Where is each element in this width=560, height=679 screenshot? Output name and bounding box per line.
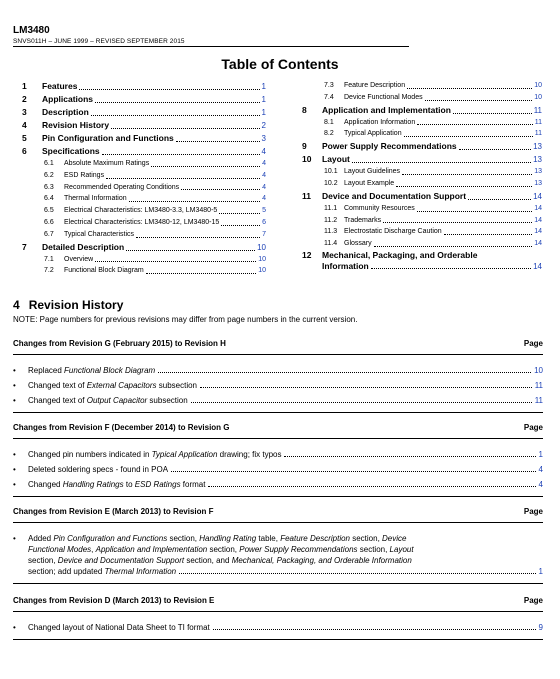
toc-page-link[interactable]: 10	[534, 93, 542, 101]
toc-entry-number: 6.1	[44, 160, 54, 167]
toc-entry[interactable]	[22, 229, 266, 241]
toc-entry-title: Layout Example	[344, 179, 395, 187]
toc-entry[interactable]	[22, 119, 266, 132]
toc-page-link[interactable]: 10	[257, 242, 266, 252]
toc-entry-title: Description	[42, 107, 89, 117]
toc-entry-number: 8	[302, 104, 307, 115]
toc-entry[interactable]	[22, 158, 266, 170]
toc-page-link[interactable]: 4	[262, 160, 266, 167]
toc-page-link[interactable]: 14	[534, 240, 542, 248]
changes-g-to-h	[13, 339, 543, 413]
changes-heading: Changes from Revision G (February 2015) to Revision H	[13, 339, 226, 348]
toc-page-link[interactable]: 4	[262, 171, 266, 179]
toc-entry[interactable]	[22, 80, 266, 93]
toc-entry-number: 10.1	[324, 168, 338, 176]
toc-entry-number: 9	[302, 141, 307, 152]
toc-leader	[425, 100, 533, 101]
toc-entry-title: Layout	[322, 154, 350, 165]
toc-page-link[interactable]: 7	[262, 230, 266, 238]
toc-entry[interactable]	[302, 190, 542, 203]
toc-entry-title: Pin Configuration and Functions	[42, 133, 174, 143]
toc-entry[interactable]	[302, 238, 542, 250]
toc-entry-title: Electrostatic Discharge Caution	[344, 228, 442, 236]
toc-entry-number: 6.4	[44, 195, 54, 203]
toc-entry-number: 7.3	[324, 82, 334, 89]
toc-entry-number: 12	[302, 249, 312, 260]
toc-page-link[interactable]: 13	[533, 155, 542, 165]
toc-page-link[interactable]: 11	[534, 130, 542, 138]
toc-entry[interactable]	[22, 217, 266, 229]
toc-page-link[interactable]: 1	[261, 108, 266, 117]
toc-entry[interactable]	[302, 104, 542, 117]
toc-entry[interactable]	[302, 178, 542, 190]
toc-entry-number: 11.1	[324, 204, 338, 212]
toc-entry[interactable]	[302, 153, 542, 166]
toc-page-link[interactable]: 10	[258, 255, 266, 263]
toc-entry[interactable]	[302, 117, 542, 129]
toc-leader	[444, 234, 533, 235]
toc-entry-number: 7	[22, 241, 27, 252]
toc-entry[interactable]	[302, 250, 542, 272]
changes-e-to-f	[13, 507, 543, 584]
change-item: • Changed text of Output Capacitor subsection 11	[13, 396, 543, 405]
toc-page-link[interactable]: 13	[534, 179, 542, 187]
toc-entry-title: Power Supply Recommendations	[322, 141, 457, 152]
toc-leader	[95, 261, 256, 262]
toc-leader	[221, 225, 260, 226]
toc-page-link[interactable]: 6	[262, 218, 266, 226]
toc-entry-number: 6	[22, 146, 27, 156]
toc-leader	[468, 199, 531, 200]
toc-left-column	[22, 80, 266, 277]
part-number: LM3480	[13, 25, 50, 36]
toc-entry-title: Electrical Characteristics: LM3480-12, LM3480-15	[64, 218, 220, 226]
toc-entry-title: Feature Description	[344, 82, 406, 89]
toc-page-link[interactable]: 5	[262, 207, 266, 215]
toc-entry-title: Glossary	[344, 240, 372, 248]
changes-heading: Changes from Revision F (December 2014) to Revision G	[13, 423, 230, 432]
toc-leader	[371, 268, 531, 269]
toc-leader	[402, 174, 532, 175]
toc-entry-title: Overview	[64, 255, 94, 263]
changes-f-to-g	[13, 423, 543, 497]
toc-entry-number: 6.6	[44, 218, 54, 226]
change-item: • Changed layout of National Data Sheet to TI format 9	[13, 623, 543, 632]
revision-note: NOTE: Page numbers for previous revisions may differ from page numbers in the current version.	[13, 315, 358, 324]
section-title	[13, 298, 123, 312]
page-column-label: Page	[523, 423, 543, 432]
toc-entry-title: Applications	[42, 94, 94, 104]
change-item: • Added Pin Configuration and Functions section, Handling Rating table, Feature Description section, Device Functional Modes, Application and Implementation section, Power Supply Recommendations section, Layout section, Device and Documentation Support section, and Mechanical, Packaging, and Orderable Information section; add updated Thermal Information 1	[13, 534, 543, 576]
toc-page-link[interactable]: 4	[261, 147, 266, 156]
toc-entry-number: 11.3	[324, 228, 338, 236]
toc-leader	[459, 149, 531, 150]
toc-page-link[interactable]: 4	[262, 195, 266, 203]
toc-page-link[interactable]: 3	[261, 134, 266, 143]
toc-entry-title: Typical Application	[344, 130, 402, 138]
toc-entry[interactable]	[302, 80, 542, 92]
toc-entry-number: 4	[22, 120, 27, 130]
toc-leader	[102, 154, 260, 155]
toc-entry[interactable]	[22, 132, 266, 145]
change-page-link[interactable]: 11	[534, 381, 543, 390]
toc-page-link[interactable]: 10	[258, 267, 266, 275]
toc-entry-title: Features	[42, 81, 78, 91]
toc-entry-number: 6.5	[44, 207, 54, 215]
toc-entry-number: 1	[22, 81, 27, 91]
change-item: • Changed pin numbers indicated in Typical Application drawing; fix typos 1	[13, 450, 543, 459]
toc-entry-title: Specifications	[42, 146, 100, 156]
toc-entry[interactable]	[302, 226, 542, 238]
toc-entry[interactable]	[22, 241, 266, 254]
toc-page-link[interactable]: 14	[534, 216, 542, 224]
toc-page-link[interactable]: 14	[533, 261, 542, 271]
header-rule	[13, 46, 409, 47]
toc-leader	[383, 222, 532, 223]
toc-right-column	[302, 80, 542, 272]
toc-entry-title: Device and Documentation Support	[322, 190, 467, 201]
toc-leader	[136, 237, 260, 238]
toc-leader	[129, 201, 260, 202]
toc-entry[interactable]	[22, 145, 266, 158]
toc-page-link[interactable]: 1	[261, 82, 266, 91]
change-page-link[interactable]: 10	[534, 366, 543, 375]
toc-entry[interactable]	[22, 170, 266, 182]
toc-entry-title: Community Resources	[344, 204, 415, 212]
toc-entry-number: 11	[302, 190, 311, 201]
toc-page-link[interactable]: 11	[533, 105, 542, 115]
toc-entry-title: Thermal Information	[64, 195, 127, 203]
toc-entry-title: Device Functional Modes	[344, 93, 423, 101]
toc-entry-number: 8.2	[324, 130, 334, 138]
toc-entry-title: Application Information	[344, 118, 416, 126]
toc-leader	[111, 128, 259, 129]
toc-entry-title: Revision History	[42, 120, 110, 130]
toc-leader	[91, 115, 260, 116]
toc-entry-number: 10.2	[324, 179, 338, 187]
toc-page-link[interactable]: 10	[534, 82, 542, 89]
toc-leader	[404, 136, 533, 137]
toc-page-link[interactable]: 14	[534, 228, 542, 236]
change-page-link[interactable]: 1	[538, 450, 543, 459]
toc-entry-title-cont: Information	[322, 260, 369, 271]
toc-entry-title: Application and Implementation	[322, 104, 451, 115]
toc-page-link[interactable]: 11	[534, 118, 542, 126]
toc-entry-number: 2	[22, 94, 27, 104]
toc-entry-title: Absolute Maximum Ratings	[64, 160, 150, 167]
section-number: 4	[13, 298, 20, 312]
change-page-link[interactable]: 11	[534, 396, 543, 405]
change-page-link[interactable]: 1	[538, 567, 543, 576]
page-header	[13, 25, 185, 45]
toc-entry-title: Electrical Characteristics: LM3480-3.3, LM3480-5	[64, 207, 218, 215]
toc-entry[interactable]	[22, 93, 266, 106]
toc-entry-title: Recommended Operating Conditions	[64, 183, 180, 191]
toc-entry-title: ESD Ratings	[64, 171, 105, 179]
changes-heading: Changes from Revision E (March 2013) to Revision F	[13, 507, 214, 516]
toc-leader	[352, 162, 531, 163]
change-page-link[interactable]: 4	[538, 480, 543, 489]
toc-leader	[176, 141, 260, 142]
toc-entry[interactable]	[22, 254, 266, 266]
toc-entry-number: 6.2	[44, 171, 54, 179]
change-item: • Deleted soldering specs - found in POA 4	[13, 465, 543, 474]
toc-leader	[79, 89, 259, 90]
change-item: • Replaced Functional Block Diagram 10	[13, 366, 543, 375]
toc-leader	[219, 213, 260, 214]
toc-entry-number: 5	[22, 133, 27, 143]
page-column-label: Page	[523, 596, 543, 605]
toc-entry-title: Functional Block Diagram	[64, 267, 144, 275]
toc-page-link[interactable]: 4	[262, 183, 266, 191]
toc-entry-number: 7.2	[44, 267, 54, 275]
change-item: • Changed text of External Capacitors subsection 11	[13, 381, 543, 390]
toc-entry-title: Mechanical, Packaging, and Orderable	[322, 249, 478, 260]
toc-leader	[95, 102, 260, 103]
toc-leader	[417, 124, 533, 125]
toc-leader	[417, 211, 532, 212]
toc-page-link[interactable]: 1	[261, 95, 266, 104]
toc-page-link[interactable]: 14	[534, 204, 542, 212]
toc-entry[interactable]	[22, 193, 266, 205]
toc-leader	[181, 189, 260, 190]
toc-leader	[453, 113, 532, 114]
toc-entry-number: 11.4	[324, 240, 338, 248]
change-page-link[interactable]: 4	[538, 465, 543, 474]
toc-leader	[151, 166, 260, 167]
section-heading: Revision History	[28, 298, 124, 312]
toc-entry-number: 11.2	[324, 216, 338, 224]
toc-entry-number: 7.1	[44, 255, 54, 263]
toc-leader	[396, 186, 532, 187]
toc-leader	[374, 246, 533, 247]
toc-leader	[106, 178, 260, 179]
changes-d-to-e	[13, 596, 543, 640]
toc-entry[interactable]	[302, 166, 542, 178]
toc-entry-number: 7.4	[324, 93, 334, 101]
toc-entry-number: 10	[302, 154, 312, 165]
toc-page-link[interactable]: 2	[261, 121, 266, 130]
toc-entry-number: 8.1	[324, 118, 334, 126]
toc-page-link[interactable]: 14	[533, 191, 542, 201]
toc-leader	[407, 88, 532, 89]
toc-entry[interactable]	[22, 106, 266, 119]
toc-leader	[146, 273, 256, 274]
toc-page-link[interactable]: 13	[533, 142, 542, 152]
toc-entry-title: Detailed Description	[42, 241, 125, 252]
toc-entry[interactable]	[302, 203, 542, 215]
change-page-link[interactable]: 9	[538, 623, 543, 632]
toc-entry-number: 3	[22, 107, 27, 117]
toc-entry-title: Layout Guidelines	[344, 168, 401, 176]
toc-entry-title: Typical Characteristics	[64, 230, 135, 238]
toc-entry-number: 6.7	[44, 230, 54, 238]
toc-page-link[interactable]: 13	[534, 168, 542, 176]
page-column-label: Page	[523, 507, 543, 516]
toc-entry[interactable]	[302, 140, 542, 153]
change-item: • Changed Handling Ratings to ESD Ratings format 4	[13, 480, 543, 489]
toc-entry-number: 6.3	[44, 183, 54, 191]
toc-entry[interactable]	[302, 215, 542, 227]
toc-title: Table of Contents	[221, 56, 339, 72]
page-column-label: Page	[523, 339, 543, 348]
toc-entry[interactable]	[302, 128, 542, 140]
doc-revision-line: SNVS011H – JUNE 1999 – REVISED SEPTEMBER 2015	[13, 38, 185, 45]
changes-heading: Changes from Revision D (March 2013) to Revision E	[13, 596, 215, 605]
toc-entry[interactable]	[302, 92, 542, 104]
toc-entry[interactable]	[22, 265, 266, 277]
toc-entry-title: Trademarks	[344, 216, 382, 224]
toc-leader	[126, 250, 255, 251]
toc-entry[interactable]	[22, 205, 266, 217]
toc-entry[interactable]	[22, 182, 266, 194]
